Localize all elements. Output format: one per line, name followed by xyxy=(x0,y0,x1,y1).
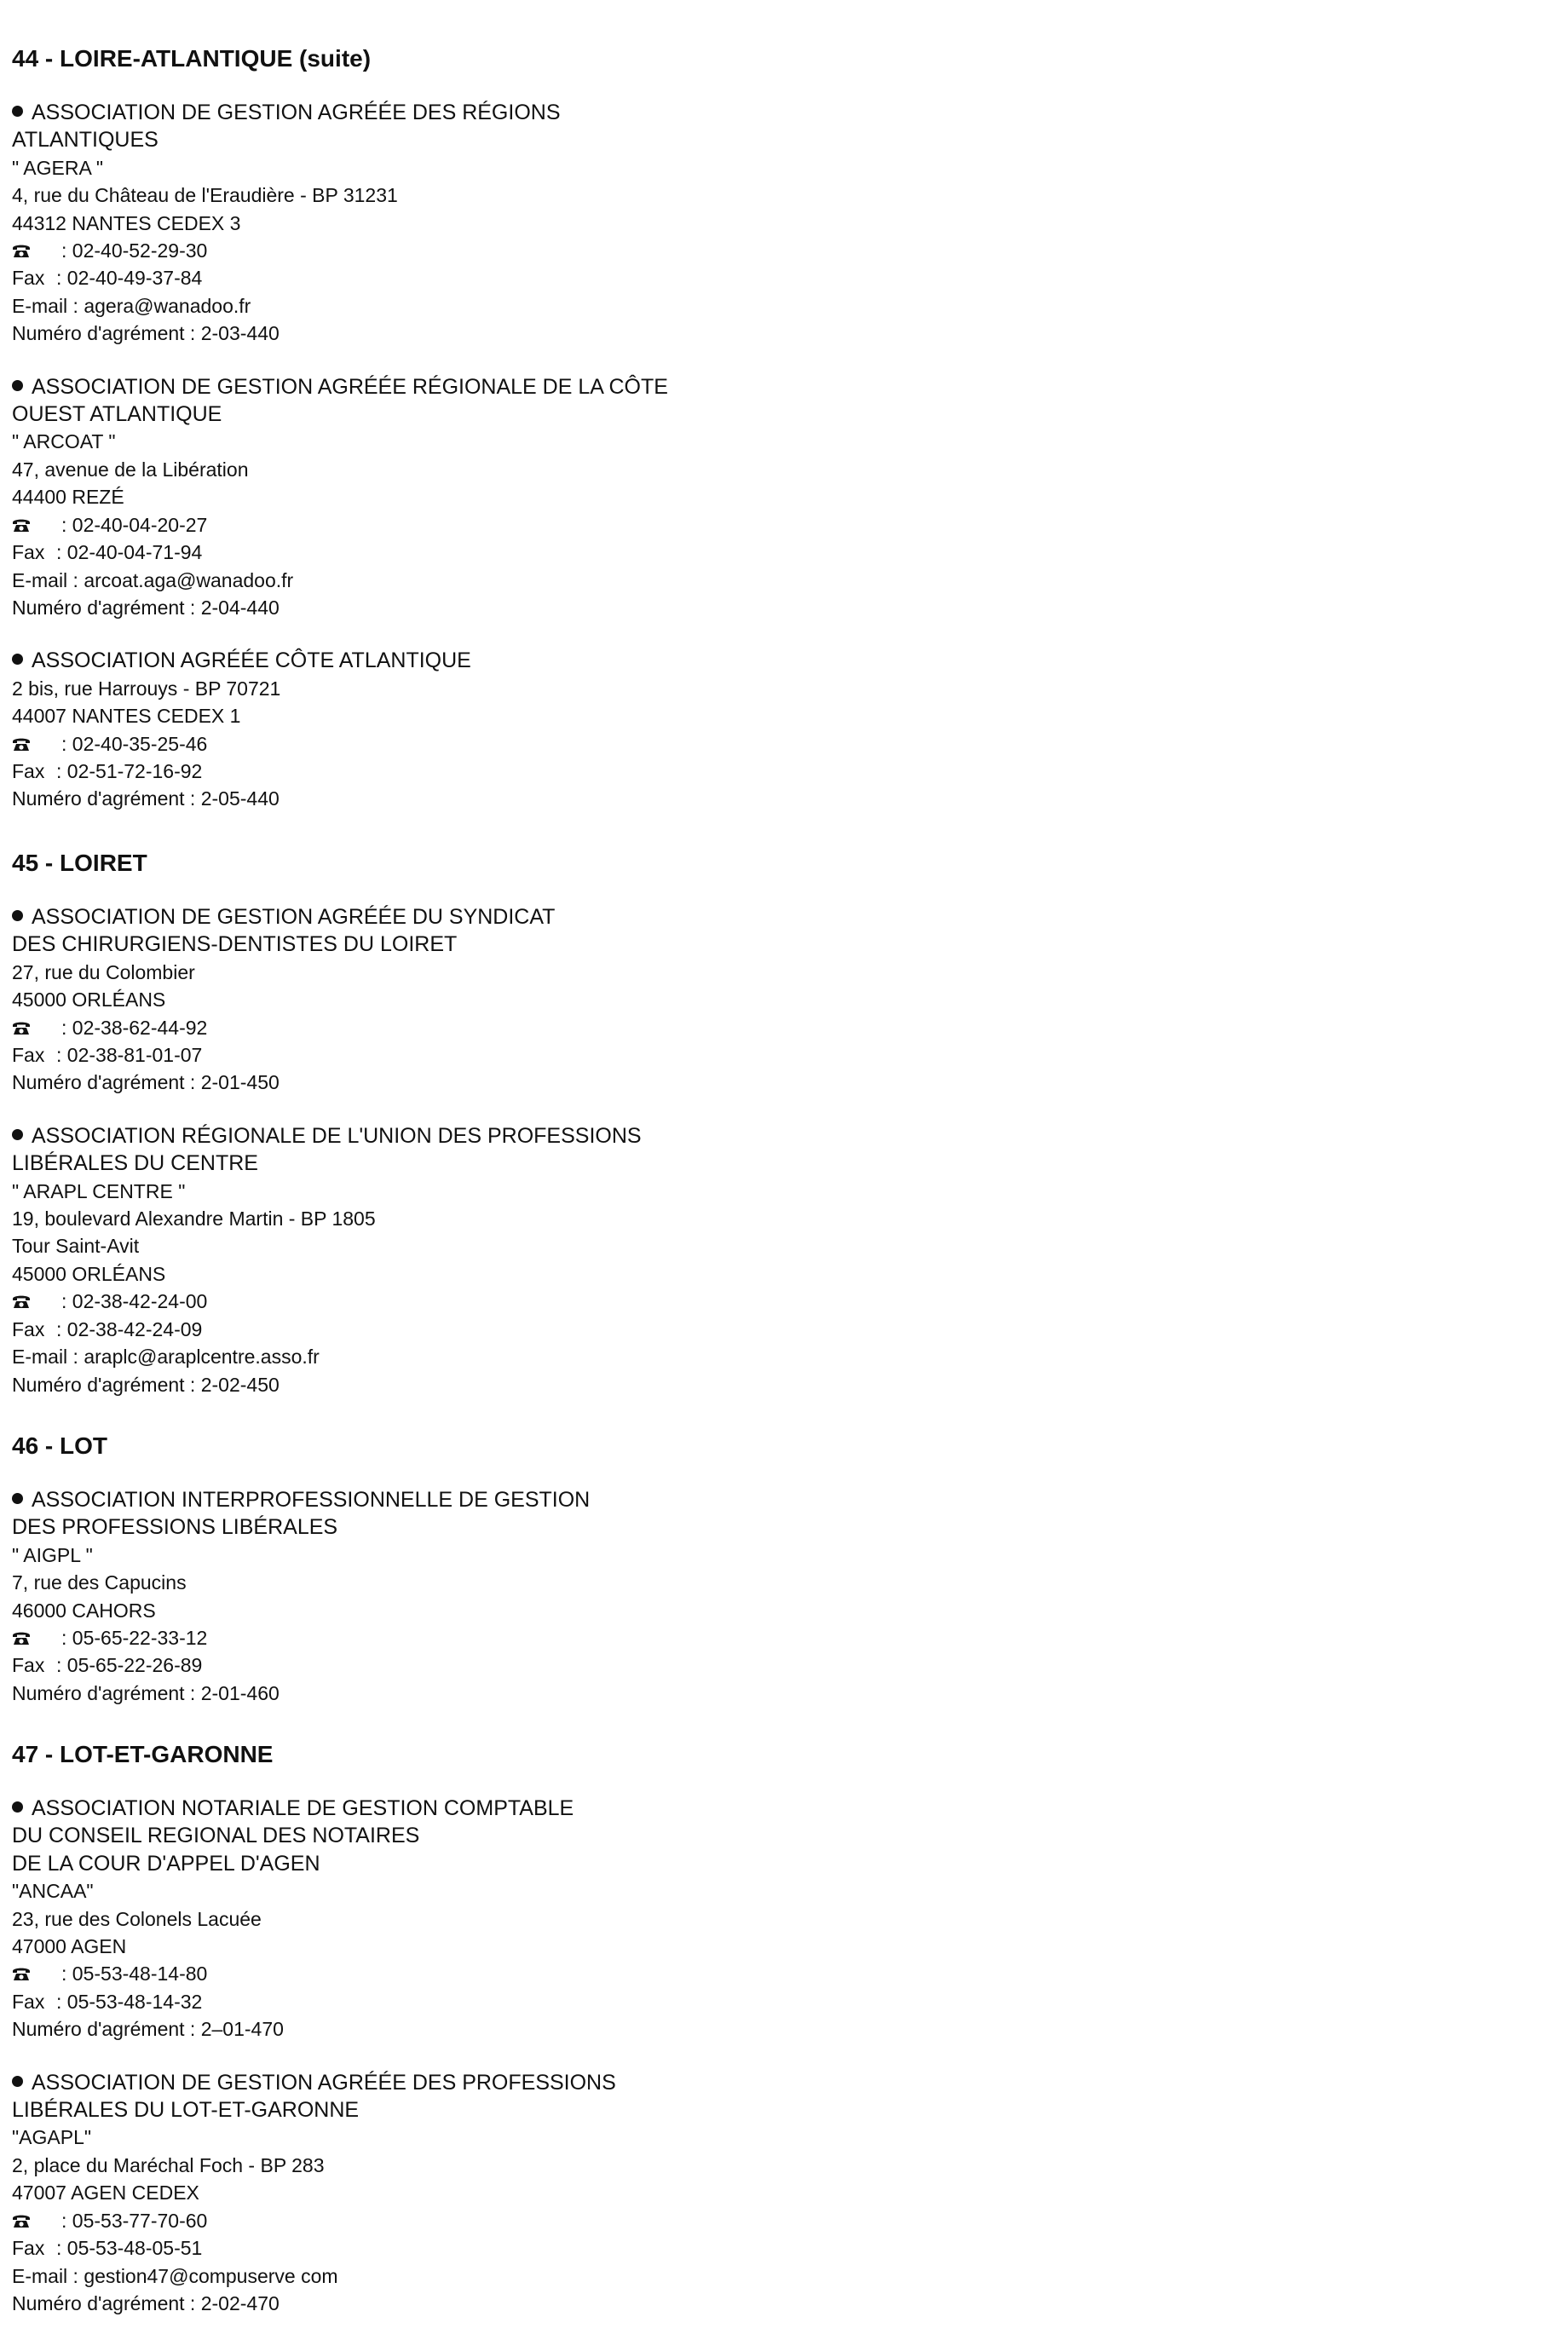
telephone-icon xyxy=(12,243,31,258)
address-line: 45000 ORLÉANS xyxy=(12,1262,166,1285)
association-name: DES CHIRURGIENS-DENTISTES DU LOIRET xyxy=(12,932,458,957)
phone-number: : 02-40-52-29-30 xyxy=(61,239,208,262)
association-entry xyxy=(12,1122,783,1398)
association-entry xyxy=(12,2069,783,2318)
association-name: DE LA COUR D'APPEL D'AGEN xyxy=(12,1851,320,1876)
fax-label: Fax xyxy=(12,2237,45,2260)
address-line: 47007 AGEN CEDEX xyxy=(12,2182,199,2205)
agrement-number: Numéro d'agrément : 2-01-460 xyxy=(12,1681,280,1704)
fax-number: : 05-53-48-05-51 xyxy=(56,2237,203,2260)
phone-line xyxy=(12,730,783,758)
address-line: 45000 ORLÉANS xyxy=(12,988,166,1012)
association-name: LIBÉRALES DU CENTRE xyxy=(12,1151,258,1176)
email-line[interactable]: E-mail : agera@wanadoo.fr xyxy=(12,294,251,317)
phone-line xyxy=(12,511,783,539)
address-line: Tour Saint-Avit xyxy=(12,1235,140,1258)
fax-line xyxy=(12,539,783,566)
phone-number: : 05-53-77-70-60 xyxy=(61,2209,208,2232)
bullet-icon xyxy=(12,1801,23,1813)
department-section-45 xyxy=(12,849,783,1398)
association-name: ASSOCIATION DE GESTION AGRÉÉE RÉGIONALE DE LA CÔTE xyxy=(12,373,783,401)
address-line: 47000 AGEN xyxy=(12,1935,127,1958)
fax-label: Fax xyxy=(12,759,45,782)
agrement-number: Numéro d'agrément : 2–01-470 xyxy=(12,2018,284,2041)
agrement-number: Numéro d'agrément : 2-03-440 xyxy=(12,322,280,345)
fax-number: : 05-65-22-26-89 xyxy=(56,1654,203,1677)
department-title: 47 - LOT-ET-GARONNE xyxy=(12,1741,274,1767)
fax-number: : 05-53-48-14-32 xyxy=(56,1990,203,2013)
phone-number: : 02-38-62-44-92 xyxy=(61,1016,208,1039)
fax-label: Fax xyxy=(12,1044,45,1067)
association-acronym: " AIGPL " xyxy=(12,1543,93,1566)
phone-line xyxy=(12,1288,783,1315)
address-line: 2, place du Maréchal Foch - BP 283 xyxy=(12,2153,325,2176)
bullet-icon xyxy=(12,2076,23,2087)
address-line: 23, rue des Colonels Lacuée xyxy=(12,1907,262,1930)
bullet-icon xyxy=(12,1493,23,1504)
association-entry xyxy=(12,99,783,348)
association-name: ASSOCIATION INTERPROFESSIONNELLE DE GESTION xyxy=(12,1486,783,1513)
agrement-number: Numéro d'agrément : 2-02-470 xyxy=(12,2291,280,2314)
association-name: ASSOCIATION DE GESTION AGRÉÉE DU SYNDICAT xyxy=(12,903,783,931)
phone-line xyxy=(12,237,783,264)
address-line: 44312 NANTES CEDEX 3 xyxy=(12,211,241,234)
fax-number: : 02-40-49-37-84 xyxy=(56,267,203,290)
department-section-47 xyxy=(12,1740,783,2317)
association-name: OUEST ATLANTIQUE xyxy=(12,402,222,427)
phone-number: : 02-40-35-25-46 xyxy=(61,732,208,755)
phone-number: : 02-38-42-24-00 xyxy=(61,1290,208,1313)
agrement-number: Numéro d'agrément : 2-01-450 xyxy=(12,1071,280,1094)
address-line: 44007 NANTES CEDEX 1 xyxy=(12,705,241,728)
association-name: ASSOCIATION AGRÉÉE CÔTE ATLANTIQUE xyxy=(12,647,783,674)
phone-number: : 02-40-04-20-27 xyxy=(61,513,208,536)
phone-number: : 05-53-48-14-80 xyxy=(61,1962,208,1986)
association-entry xyxy=(12,1486,783,1707)
fax-label: Fax xyxy=(12,267,45,290)
address-line: 19, boulevard Alexandre Martin - BP 1805 xyxy=(12,1207,376,1231)
telephone-icon xyxy=(12,1020,31,1035)
telephone-icon xyxy=(12,517,31,533)
telephone-icon xyxy=(12,1294,31,1309)
address-line: 27, rue du Colombier xyxy=(12,960,195,983)
email-line[interactable]: E-mail : gestion47@compuserve com xyxy=(12,2264,338,2287)
association-entry xyxy=(12,903,783,1097)
department-title: 46 - LOT xyxy=(12,1432,108,1459)
fax-label: Fax xyxy=(12,541,45,564)
association-acronym: "ANCAA" xyxy=(12,1880,94,1903)
fax-line xyxy=(12,1651,783,1679)
association-acronym: " ARCOAT " xyxy=(12,430,116,453)
address-line: 46000 CAHORS xyxy=(12,1599,156,1622)
department-title: 44 - LOIRE-ATLANTIQUE (suite) xyxy=(12,45,372,72)
fax-number: : 02-38-81-01-07 xyxy=(56,1044,203,1067)
fax-line xyxy=(12,1041,783,1069)
address-line: 44400 REZÉ xyxy=(12,486,124,509)
association-acronym: " AGERA " xyxy=(12,156,104,179)
telephone-icon xyxy=(12,736,31,752)
telephone-icon xyxy=(12,1966,31,1981)
department-section-46 xyxy=(12,1432,783,1707)
address-line: 2 bis, rue Harrouys - BP 70721 xyxy=(12,677,281,700)
bullet-icon xyxy=(12,654,23,665)
address-line: 4, rue du Château de l'Eraudière - BP 31231 xyxy=(12,184,398,207)
fax-label: Fax xyxy=(12,1317,45,1340)
phone-line xyxy=(12,1624,783,1651)
bullet-icon xyxy=(12,1129,23,1140)
phone-line xyxy=(12,2207,783,2234)
address-line: 47, avenue de la Libération xyxy=(12,458,249,481)
association-entry xyxy=(12,647,783,812)
address-line: 7, rue des Capucins xyxy=(12,1571,187,1594)
department-title: 45 - LOIRET xyxy=(12,850,147,876)
association-acronym: " ARAPL CENTRE " xyxy=(12,1179,186,1202)
association-name: ASSOCIATION DE GESTION AGRÉÉE DES PROFESSIONS xyxy=(12,2069,783,2096)
fax-line xyxy=(12,2234,783,2262)
fax-number: : 02-51-72-16-92 xyxy=(56,759,203,782)
association-name: DES PROFESSIONS LIBÉRALES xyxy=(12,1515,338,1540)
bullet-icon xyxy=(12,106,23,117)
telephone-icon xyxy=(12,2213,31,2228)
fax-label: Fax xyxy=(12,1990,45,2013)
association-name: ASSOCIATION DE GESTION AGRÉÉE DES RÉGIONS xyxy=(12,99,783,126)
fax-line xyxy=(12,758,783,785)
fax-line xyxy=(12,1988,783,2015)
phone-line xyxy=(12,1960,783,1987)
agrement-number: Numéro d'agrément : 2-04-440 xyxy=(12,596,280,619)
association-name: ATLANTIQUES xyxy=(12,128,159,153)
email-line[interactable]: E-mail : araplc@araplcentre.asso.fr xyxy=(12,1346,320,1369)
email-line[interactable]: E-mail : arcoat.aga@wanadoo.fr xyxy=(12,568,294,591)
phone-line xyxy=(12,1014,783,1041)
association-name: LIBÉRALES DU LOT-ET-GARONNE xyxy=(12,2098,360,2123)
telephone-icon xyxy=(12,1630,31,1645)
bullet-icon xyxy=(12,910,23,921)
agrement-number: Numéro d'agrément : 2-05-440 xyxy=(12,787,280,810)
association-acronym: "AGAPL" xyxy=(12,2126,92,2149)
bullet-icon xyxy=(12,380,23,391)
association-name: DU CONSEIL REGIONAL DES NOTAIRES xyxy=(12,1824,420,1848)
fax-number: : 02-38-42-24-09 xyxy=(56,1317,203,1340)
association-entry xyxy=(12,1795,783,2043)
association-name: ASSOCIATION RÉGIONALE DE L'UNION DES PROFESSIONS xyxy=(12,1122,783,1150)
department-section-44 xyxy=(12,44,783,813)
association-entry xyxy=(12,373,783,622)
phone-number: : 05-65-22-33-12 xyxy=(61,1627,208,1650)
association-name: ASSOCIATION NOTARIALE DE GESTION COMPTABLE xyxy=(12,1795,783,1822)
fax-line xyxy=(12,264,783,291)
fax-line xyxy=(12,1316,783,1343)
fax-label: Fax xyxy=(12,1654,45,1677)
agrement-number: Numéro d'agrément : 2-02-450 xyxy=(12,1373,280,1396)
fax-number: : 02-40-04-71-94 xyxy=(56,541,203,564)
